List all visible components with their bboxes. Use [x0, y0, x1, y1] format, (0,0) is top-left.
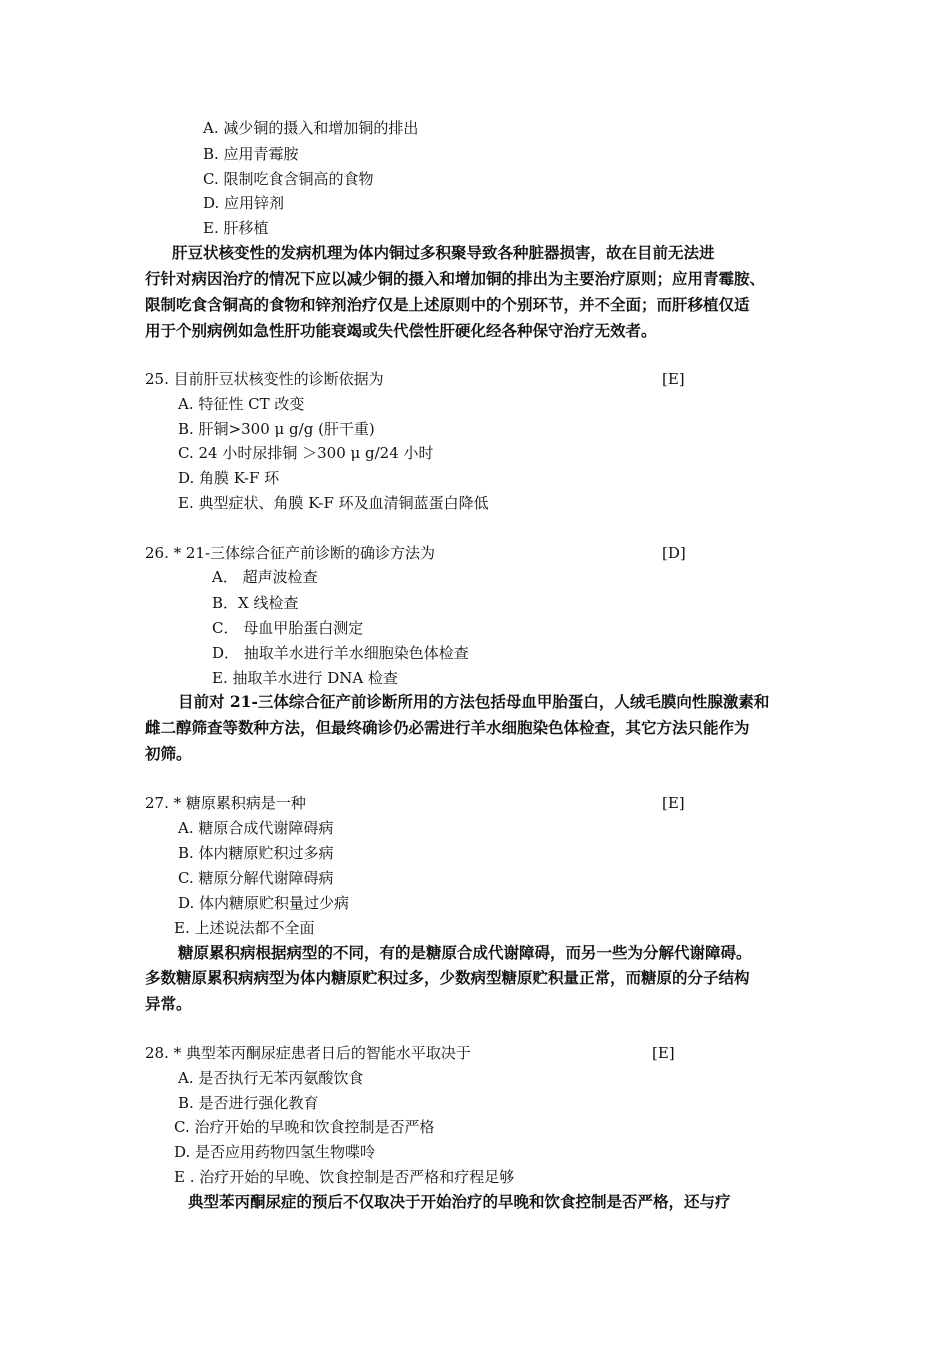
q28-answer: [E] [652, 1044, 675, 1062]
q24-option-e: E. 肝移植 [203, 219, 269, 237]
q24-explanation-line: 肝豆状核变性的发病机理为体内铜过多积聚导致各种脏器损害，故在目前无法进 [172, 243, 715, 262]
q25-option-b: B. 肝铜>300 μ g/g (肝干重) [178, 420, 375, 438]
q26-answer: [D] [662, 544, 686, 562]
q27-option-b: B. 体内糖原贮积过多病 [178, 844, 334, 862]
q25-option-e: E. 典型症状、角膜 K-F 环及血清铜蓝蛋白降低 [178, 494, 489, 512]
q24-option-d: D. 应用锌剂 [203, 194, 285, 212]
q24-explanation-line: 用于个别病例如急性肝功能衰竭或失代偿性肝硬化经各种保守治疗无效者。 [145, 321, 657, 340]
q27-option-d: D. 体内糖原贮积量过少病 [178, 894, 350, 912]
q26-stem: 26. * 21-三体综合征产前诊断的确诊方法为 [145, 544, 436, 562]
q24-option-a: A. 减少铜的摄入和增加铜的排出 [203, 119, 419, 137]
q26-option-c: C． 母血甲胎蛋白测定 [212, 619, 364, 637]
q27-explanation-line: 异常。 [145, 994, 192, 1013]
q28-option-a: A. 是否执行无苯丙氨酸饮食 [178, 1069, 364, 1087]
q27-option-c: C. 糖原分解代谢障碍病 [178, 869, 334, 887]
q26-option-d: D． 抽取羊水进行羊水细胞染色体检查 [212, 644, 469, 662]
q26-option-a: A． 超声波检查 [212, 568, 318, 586]
q27-option-e: E. 上述说法都不全面 [174, 919, 315, 937]
q27-explanation-line: 糖原累积病根据病型的不同，有的是糖原合成代谢障碍，而另一些为分解代谢障碍。 [178, 943, 752, 962]
q26-explanation-line: 初筛。 [145, 744, 192, 763]
q26-option-e: E. 抽取羊水进行 DNA 检查 [212, 669, 399, 687]
q24-option-b: B. 应用青霉胺 [203, 145, 299, 163]
q26-option-b: B．X 线检查 [212, 594, 299, 612]
q28-explanation-line: 典型苯丙酮尿症的预后不仅取决于开始治疗的早晚和饮食控制是否严格，还与疗 [188, 1192, 731, 1211]
q27-explanation-line: 多数糖原累积病病型为体内糖原贮积过多，少数病型糖原贮积量正常，而糖原的分子结构 [145, 968, 750, 987]
q25-option-c: C. 24 小时尿排铜 ＞300 μ g/24 小时 [178, 444, 434, 462]
q28-option-d: D. 是否应用药物四氢生物喋呤 [174, 1143, 376, 1161]
q25-stem: 25. 目前肝豆状核变性的诊断依据为 [145, 370, 384, 388]
q26-explanation-line: 雌二醇筛查等数种方法，但最终确诊仍必需进行羊水细胞染色体检查，其它方法只能作为 [145, 718, 750, 737]
q28-option-b: B. 是否进行强化教育 [178, 1094, 319, 1112]
q24-explanation-line: 行针对病因治疗的情况下应以减少铜的摄入和增加铜的排出为主要治疗原则；应用青霉胺、 [145, 269, 766, 288]
q27-option-a: A. 糖原合成代谢障碍病 [178, 819, 334, 837]
q25-answer: [E] [662, 370, 685, 388]
q24-option-c: C. 限制吃食含铜高的食物 [203, 170, 374, 188]
q28-stem: 28. * 典型苯丙酮尿症患者日后的智能水平取决于 [145, 1044, 471, 1062]
q26-explanation-line: 目前对 21-三体综合征产前诊断所用的方法包括母血甲胎蛋白，人绒毛膜向性腺激素和 [178, 692, 770, 711]
q25-option-d: D. 角膜 K-F 环 [178, 469, 280, 487]
q28-option-e: E . 治疗开始的早晚、饮食控制是否严格和疗程足够 [174, 1168, 515, 1186]
q27-stem: 27. * 糖原累积病是一种 [145, 794, 306, 812]
q24-explanation-line: 限制吃食含铜高的食物和锌剂治疗仅是上述原则中的个别环节，并不全面；而肝移植仅适 [145, 295, 750, 314]
q27-answer: [E] [662, 794, 685, 812]
q28-option-c: C. 治疗开始的早晚和饮食控制是否严格 [174, 1118, 435, 1136]
q25-option-a: A. 特征性 CT 改变 [178, 395, 305, 413]
